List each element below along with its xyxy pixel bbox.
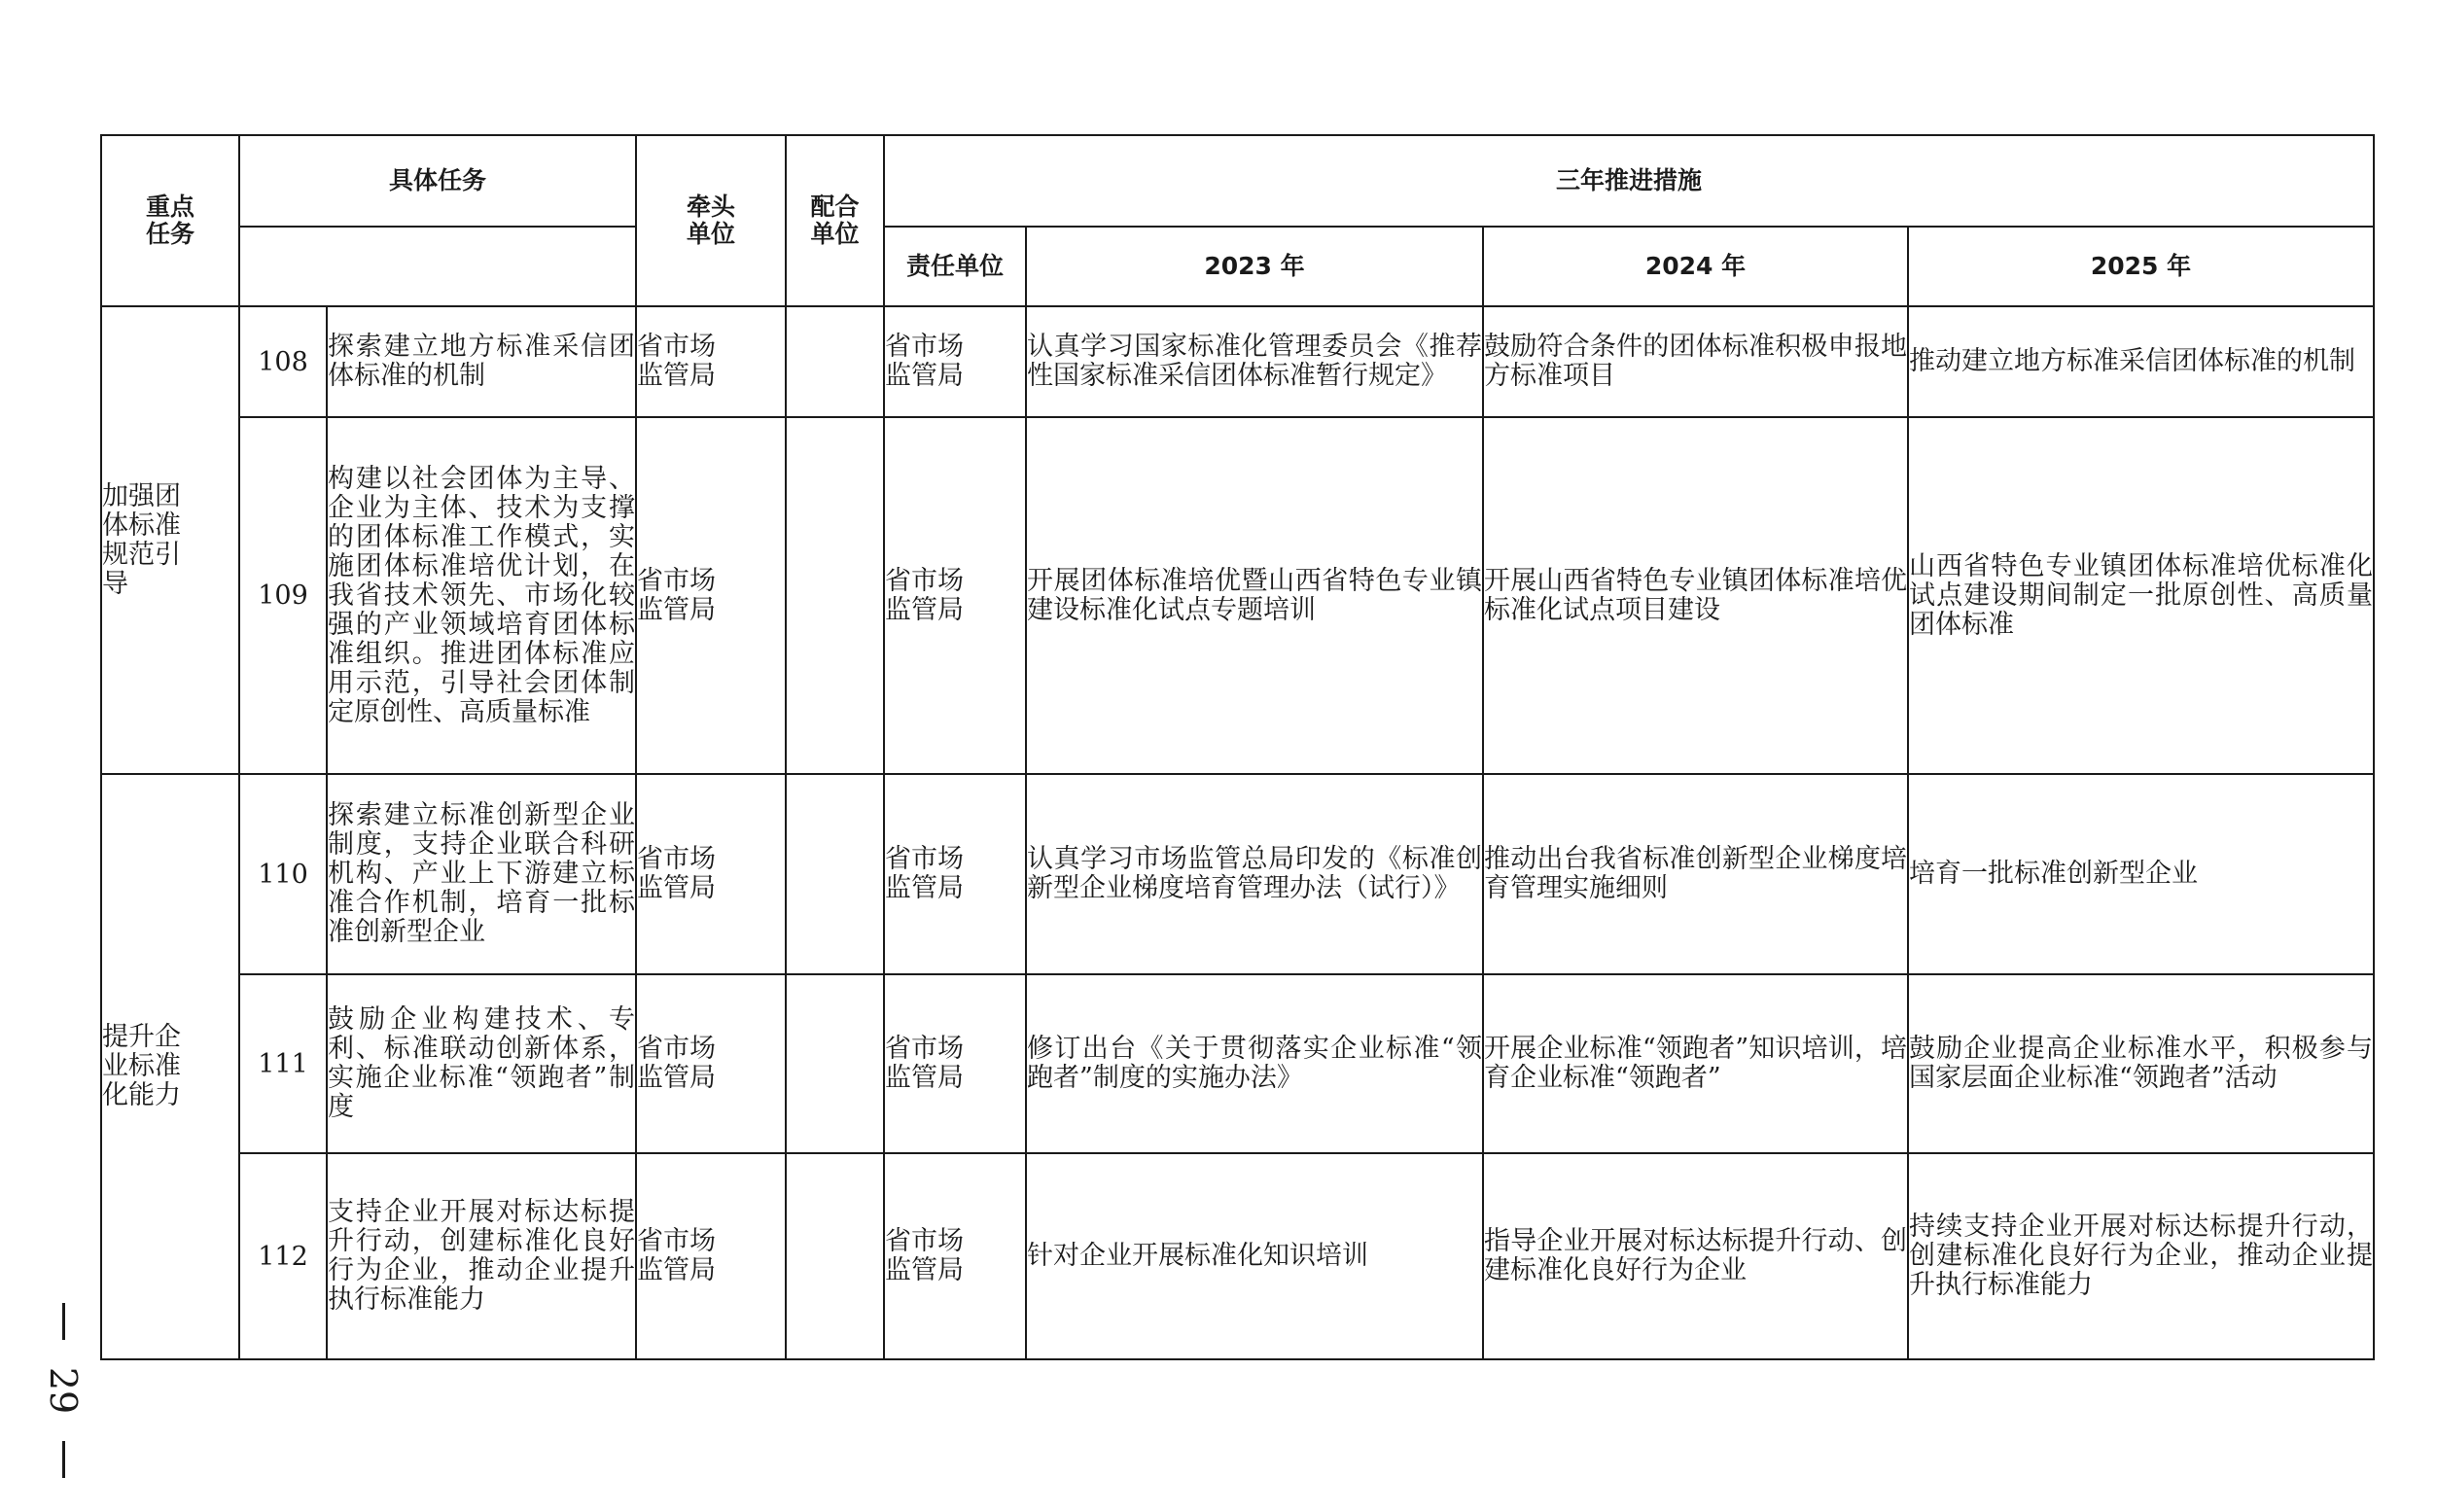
coop-unit bbox=[786, 974, 884, 1153]
measure-2024: 指导企业开展对标达标提升行动、创建标准化良好行为企业 bbox=[1483, 1153, 1908, 1359]
header-responsible-unit: 责任单位 bbox=[884, 227, 1026, 306]
measure-2023: 认真学习国家标准化管理委员会《推荐性国家标准采信团体标准暂行规定》 bbox=[1026, 306, 1483, 417]
lead-unit: 省市场 监管局 bbox=[636, 1153, 786, 1359]
header-year-2023: 2023 年 bbox=[1026, 227, 1483, 306]
table-row bbox=[101, 774, 2374, 974]
responsible-unit: 省市场 监管局 bbox=[884, 306, 1026, 417]
header-key-task: 重点 任务 bbox=[101, 135, 239, 306]
measure-2023: 针对企业开展标准化知识培训 bbox=[1026, 1153, 1483, 1359]
lead-unit: 省市场 监管局 bbox=[636, 774, 786, 974]
table-row bbox=[101, 417, 2374, 774]
category-cell: 加强团 体标准 规范引 导 bbox=[101, 306, 239, 774]
task-description: 构建以社会团体为主导、企业为主体、技术为支撑的团体标准工作模式，实施团体标准培优计划，在我省技术领先、市场化较强的产业领域培育团体标准组织。推进团体标准应用示范，引导社会团体制定原创性、高质量标准 bbox=[327, 417, 636, 774]
task-number: 112 bbox=[239, 1153, 327, 1359]
lead-unit: 省市场 监管局 bbox=[636, 306, 786, 417]
header-coop-unit: 配合 单位 bbox=[786, 135, 884, 306]
table-row bbox=[101, 1153, 2374, 1359]
page-number-text: 29 bbox=[41, 1366, 85, 1415]
task-description: 探索建立标准创新型企业制度，支持企业联合科研机构、产业上下游建立标准合作机制，培育一批标准创新型企业 bbox=[327, 774, 636, 974]
task-number: 109 bbox=[239, 417, 327, 774]
task-description: 鼓励企业构建技术、专利、标准联动创新体系，实施企业标准“领跑者”制度 bbox=[327, 974, 636, 1153]
measures-table bbox=[100, 134, 2375, 1360]
measure-2024: 开展山西省特色专业镇团体标准培优标准化试点项目建设 bbox=[1483, 417, 1908, 774]
page-number-dash-bottom bbox=[62, 1441, 65, 1478]
task-description: 探索建立地方标准采信团体标准的机制 bbox=[327, 306, 636, 417]
measure-2023: 认真学习市场监管总局印发的《标准创新型企业梯度培育管理办法（试行）》 bbox=[1026, 774, 1483, 974]
task-number: 108 bbox=[239, 306, 327, 417]
responsible-unit: 省市场 监管局 bbox=[884, 417, 1026, 774]
measure-2025: 培育一批标准创新型企业 bbox=[1908, 774, 2374, 974]
header-specific-task: 具体任务 bbox=[239, 135, 636, 227]
coop-unit bbox=[786, 774, 884, 974]
measure-2025: 推动建立地方标准采信团体标准的机制 bbox=[1908, 306, 2374, 417]
measure-2023: 开展团体标准培优暨山西省特色专业镇建设标准化试点专题培训 bbox=[1026, 417, 1483, 774]
task-number: 111 bbox=[239, 974, 327, 1153]
coop-unit bbox=[786, 417, 884, 774]
lead-unit: 省市场 监管局 bbox=[636, 417, 786, 774]
page-number-dash-top bbox=[62, 1303, 65, 1340]
measure-2023: 修订出台《关于贯彻落实企业标准“领跑者”制度的实施办法》 bbox=[1026, 974, 1483, 1153]
measure-2025: 持续支持企业开展对标达标提升行动，创建标准化良好行为企业，推动企业提升执行标准能力 bbox=[1908, 1153, 2374, 1359]
responsible-unit: 省市场 监管局 bbox=[884, 1153, 1026, 1359]
coop-unit bbox=[786, 1153, 884, 1359]
task-description: 支持企业开展对标达标提升行动，创建标准化良好行为企业，推动企业提升执行标准能力 bbox=[327, 1153, 636, 1359]
task-number: 110 bbox=[239, 774, 327, 974]
page-number bbox=[29, 1303, 97, 1478]
header-year-2025: 2025 年 bbox=[1908, 227, 2374, 306]
measure-2024: 推动出台我省标准创新型企业梯度培育管理实施细则 bbox=[1483, 774, 1908, 974]
measure-2025: 山西省特色专业镇团体标准培优标准化试点建设期间制定一批原创性、高质量团体标准 bbox=[1908, 417, 2374, 774]
coop-unit bbox=[786, 306, 884, 417]
responsible-unit: 省市场 监管局 bbox=[884, 974, 1026, 1153]
header-specific-task-filler bbox=[239, 227, 636, 306]
responsible-unit: 省市场 监管局 bbox=[884, 774, 1026, 974]
measure-2025: 鼓励企业提高企业标准水平，积极参与国家层面企业标准“领跑者”活动 bbox=[1908, 974, 2374, 1153]
measure-2024: 开展企业标准“领跑者”知识培训，培育企业标准“领跑者” bbox=[1483, 974, 1908, 1153]
table-row bbox=[101, 306, 2374, 417]
header-year-2024: 2024 年 bbox=[1483, 227, 1908, 306]
header-three-year-measures: 三年推进措施 bbox=[884, 135, 2374, 227]
lead-unit: 省市场 监管局 bbox=[636, 974, 786, 1153]
table-row bbox=[101, 974, 2374, 1153]
category-cell: 提升企 业标准 化能力 bbox=[101, 774, 239, 1359]
measure-2024: 鼓励符合条件的团体标准积极申报地方标准项目 bbox=[1483, 306, 1908, 417]
header-lead-unit: 牵头 单位 bbox=[636, 135, 786, 306]
